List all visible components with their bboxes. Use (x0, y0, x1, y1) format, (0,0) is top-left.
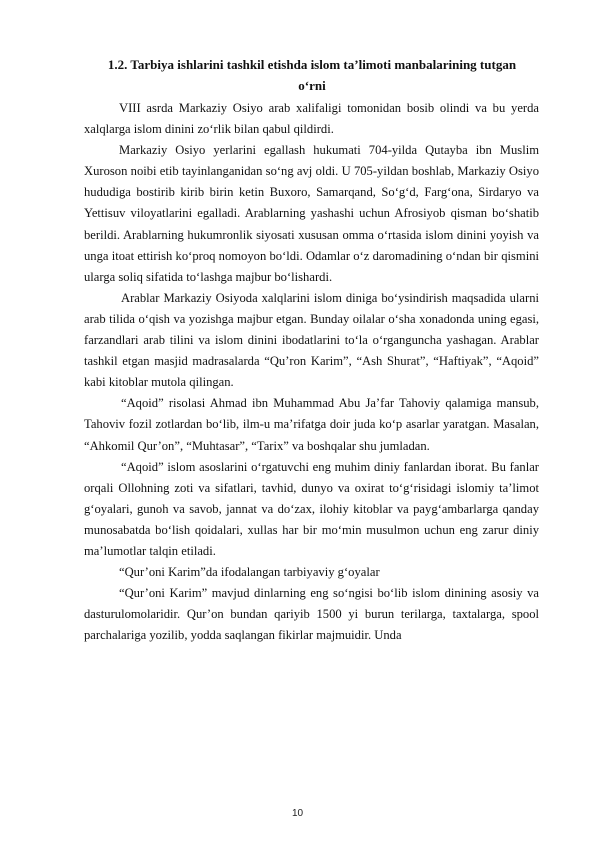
paragraph-3: Arablar Markaziy Osiyoda xalqlarini islom diniga bo‘ysindirish maqsadida ularni arab tilida o‘qish va yozishga majbur etgan. Bunday oilalar o‘sha xonadonda uning egasi, farzandlari arab tilini va islom dinini ibodatlarini to‘la o‘rganguncha yashagan. Arablar tashkil etgan masjid madrasalarda “Qu’ron Karim”, “Ash Shurat”, “Haftiyak”, “Aqoid” kabi kitoblar mutola qilingan. (84, 290, 539, 390)
heading-line-2: o‘rni (298, 78, 326, 93)
subheading: “Qur’oni Karim”da ifodalangan tarbiyaviy g‘oyalar (119, 565, 380, 580)
heading-line-1: 1.2. Tarbiya ishlarini tashkil etishda islom ta’limoti manbalarining tutgan (107, 57, 517, 72)
paragraph-2: Markaziy Osiyo yerlarini egallash hukumati 704-yilda Qutayba ibn Muslim Xuroson noibi etib tayinlanganidan so‘ng avj oldi. U 705-yildan boshlab, Markaziy Osiyo hududiga bostirib kirib birin ketin Buxoro, Samarqand, So‘g‘d, Farg‘ona, Sirdaryo va Yettisuv viloyatlarini egalladi. Arablarning yashashi uchun Afrosiyob qisman bo‘shatib berildi. Arablarning hukumronlik siyosati xususan omma o‘rtasida islom dinini yoyish va unga itoat ettirish ko‘proq nomoyon bo‘ldi. Odamlar o‘z daromadining o‘ndan bir qismini ularga soliq sifatida to‘lashga majbur bo‘lishardi. (84, 143, 539, 284)
paragraph-5: “Aqoid” islom asoslarini o‘rgatuvchi eng muhim diniy fanlardan iborat. Bu fanlar orqali Ollohning zoti va sifatlari, tavhid, dunyo va oxirat to‘g‘risidagi islomiy ta’limot g‘oyalari, gunoh va savob, jannat va do‘zax, ilohiy kitoblar va payg‘ambarlarga qanday munosabatda bo‘lish qoidalari, xullas har bir mo‘min musulmon uchun eng zarur diniy ma’lumotlar talqin etiladi. (84, 459, 539, 558)
page-number: 10 (291, 808, 304, 819)
section-heading (84, 54, 540, 96)
paragraph-6: “Qur’oni Karim” mavjud dinlarning eng so‘ngisi bo‘lib islom dinining asosiy va dasturulomolaridir. Qur’on bundan qariyib 1500 yi burun terilarga, taxtalarga, spool parchalariga yozilib, yodda saqlangan fikirlar majmuidir. Unda (84, 586, 539, 643)
body-text (84, 98, 539, 646)
paragraph-4: “Aqoid” risolasi Ahmad ibn Muhammad Abu Ja’far Tahoviy qalamiga mansub, Tahoviv fozil zotlardan bo‘lib, ilm-u ma’rifatga doir juda ko‘p asarlar yaratgan. Masalan, “Ahkomil Qur’on”, “Muhtasar”, “Tarix” va boshqalar shu jumladan. (84, 396, 539, 453)
paragraph-1: VIII asrda Markaziy Osiyo arab xalifaligi tomonidan bosib olindi va bu yerda xalqlarga islom dinini zo‘rlik bilan qabul qildirdi. (84, 101, 539, 137)
